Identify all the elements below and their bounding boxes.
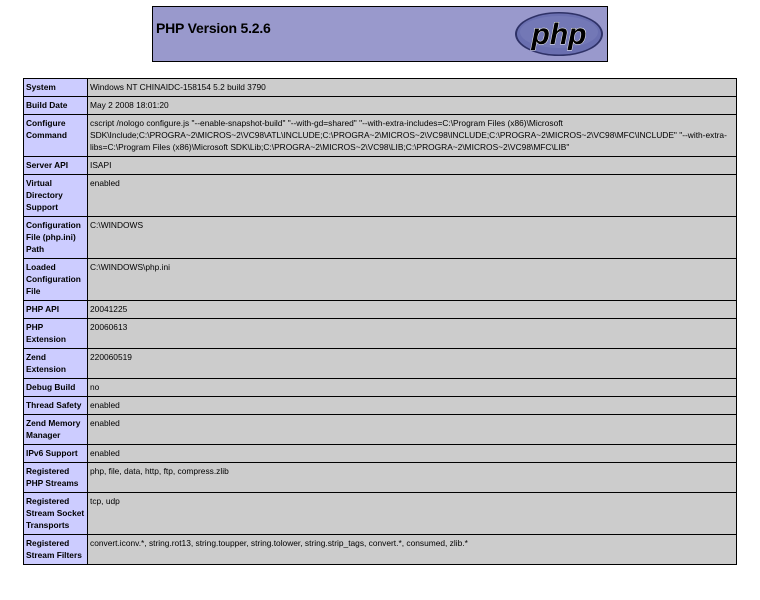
info-row	[24, 259, 737, 301]
info-row	[24, 379, 737, 397]
info-value-cell: 20060613	[88, 319, 737, 349]
info-key-cell: Configuration File (php.ini) Path	[24, 217, 88, 259]
info-row	[24, 535, 737, 565]
info-key-cell: Registered PHP Streams	[24, 463, 88, 493]
info-row	[24, 115, 737, 157]
info-row	[24, 319, 737, 349]
info-row	[24, 349, 737, 379]
php-logo-icon	[514, 11, 604, 57]
info-value-cell: Windows NT CHINAIDC-158154 5.2 build 3790	[88, 79, 737, 97]
info-row	[24, 175, 737, 217]
info-key-cell: PHP API	[24, 301, 88, 319]
info-value-cell: C:\WINDOWS	[88, 217, 737, 259]
info-value-cell: 20041225	[88, 301, 737, 319]
info-value-cell: tcp, udp	[88, 493, 737, 535]
info-row	[24, 157, 737, 175]
info-value-cell: php, file, data, http, ftp, compress.zlib	[88, 463, 737, 493]
info-value-cell: enabled	[88, 175, 737, 217]
info-row	[24, 493, 737, 535]
page-title: PHP Version 5.2.6	[156, 20, 271, 36]
info-key-cell: Configure Command	[24, 115, 88, 157]
info-key-cell: Virtual Directory Support	[24, 175, 88, 217]
php-info-table	[23, 78, 737, 565]
info-key-cell: Server API	[24, 157, 88, 175]
info-row	[24, 463, 737, 493]
php-version-header	[152, 6, 608, 62]
info-key-cell: Zend Memory Manager	[24, 415, 88, 445]
info-key-cell: Registered Stream Socket Transports	[24, 493, 88, 535]
info-value-cell: cscript /nologo configure.js "--enable-snapshot-build" "--with-gd=shared" "--with-extra-includes=C:\Program Files (x86)\Microsoft SDK\Include;C:\PROGRA~2\MICROS~2\VC98\ATL\INCLUDE;C:\PROGRA~2\MICROS~2\VC98\INCLUDE;C:\PROGRA~2\MICROS~2\VC98\MFC\INCLUDE" "--with-extra-libs=C:\Program Files (x86)\Microsoft SDK\Lib;C:\PROGRA~2\MICROS~2\VC98\LIB;C:\PROGRA~2\MICROS~2\VC98\MFC\LIB"	[88, 115, 737, 157]
info-row	[24, 397, 737, 415]
info-row	[24, 97, 737, 115]
info-key-cell: PHP Extension	[24, 319, 88, 349]
info-key-cell: Loaded Configuration File	[24, 259, 88, 301]
info-key-cell: IPv6 Support	[24, 445, 88, 463]
info-row	[24, 415, 737, 445]
info-value-cell: ISAPI	[88, 157, 737, 175]
info-value-cell: 220060519	[88, 349, 737, 379]
info-key-cell: Registered Stream Filters	[24, 535, 88, 565]
info-key-cell: Thread Safety	[24, 397, 88, 415]
info-row	[24, 445, 737, 463]
php-info-table-body	[24, 79, 737, 565]
info-key-cell: Build Date	[24, 97, 88, 115]
info-value-cell: enabled	[88, 415, 737, 445]
info-value-cell: no	[88, 379, 737, 397]
info-key-cell: System	[24, 79, 88, 97]
php-logo-text: php	[531, 18, 587, 51]
info-row	[24, 301, 737, 319]
info-value-cell: enabled	[88, 397, 737, 415]
info-value-cell: enabled	[88, 445, 737, 463]
info-value-cell: May 2 2008 18:01:20	[88, 97, 737, 115]
info-row	[24, 217, 737, 259]
info-row	[24, 79, 737, 97]
info-key-cell: Debug Build	[24, 379, 88, 397]
info-key-cell: Zend Extension	[24, 349, 88, 379]
info-value-cell: C:\WINDOWS\php.ini	[88, 259, 737, 301]
info-value-cell: convert.iconv.*, string.rot13, string.toupper, string.tolower, string.strip_tags, convert.*, consumed, zlib.*	[88, 535, 737, 565]
